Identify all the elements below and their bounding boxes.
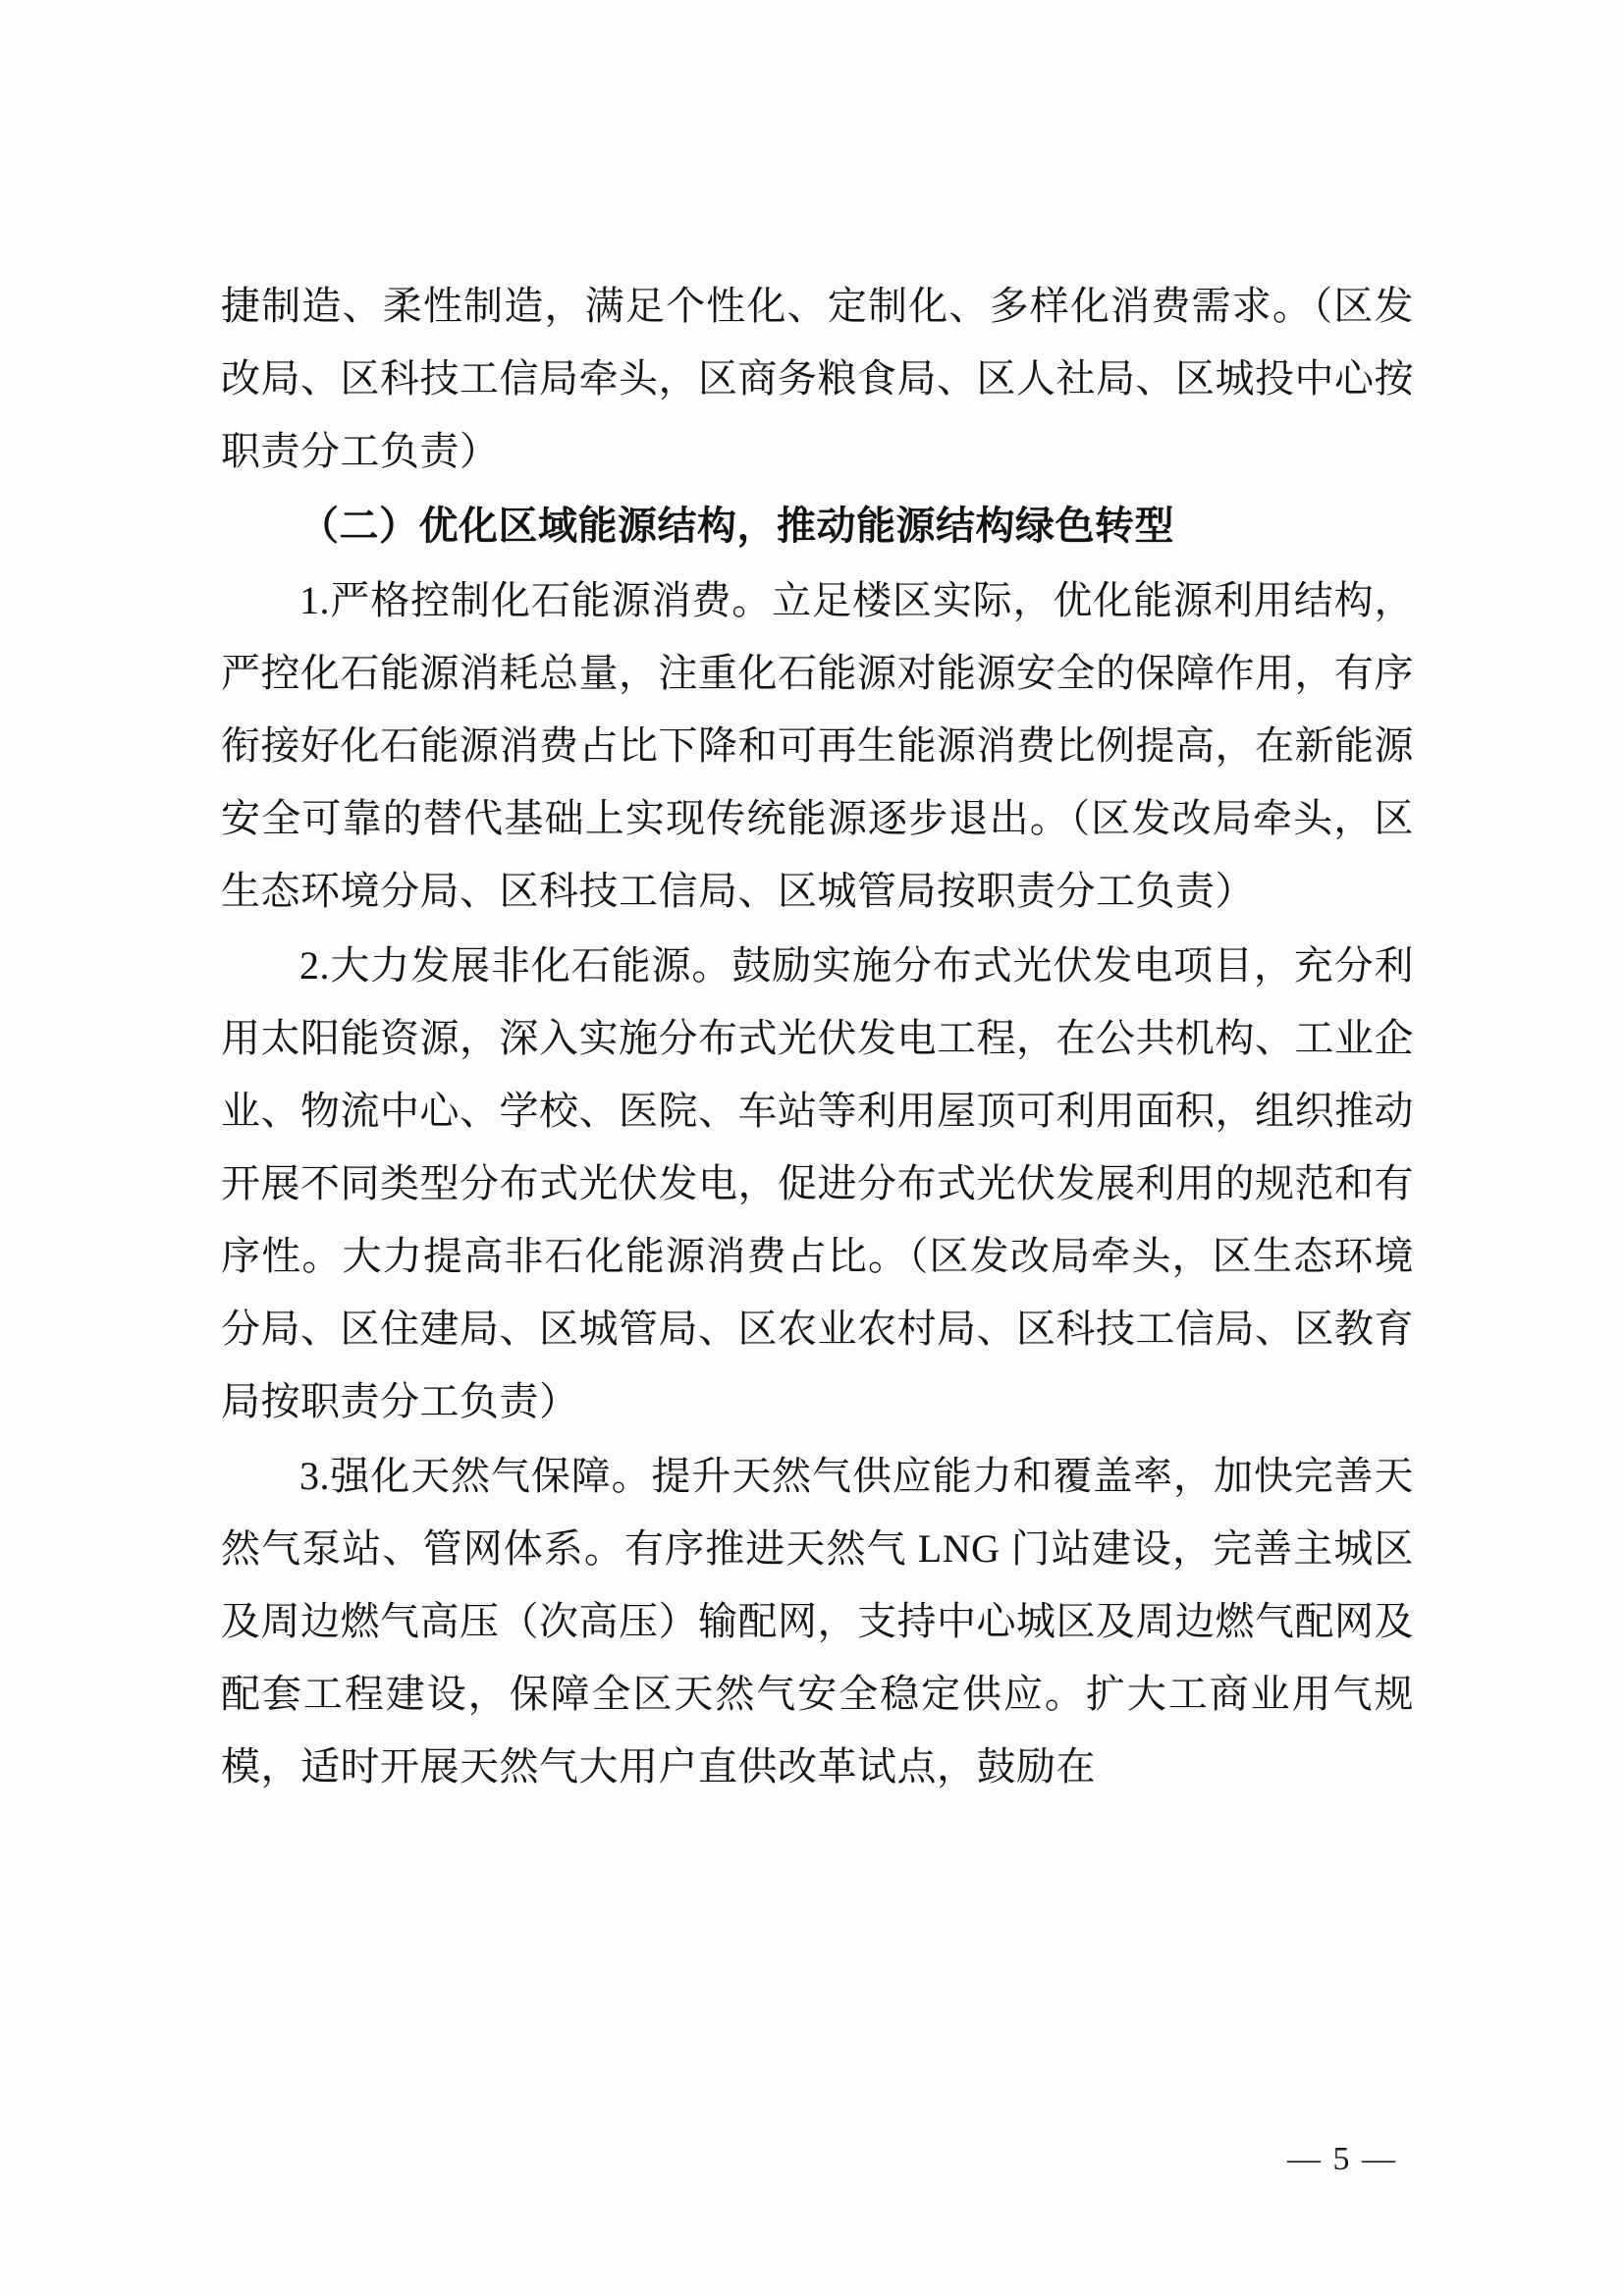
section-heading: （二）优化区域能源结构，推动能源结构绿色转型 [299, 505, 1174, 548]
paragraph-item-3: 3.强化天然气保障。提升天然气供应能力和覆盖率，加快完善天然气泵站、管网体系。有序推进天然气 LNG 门站建设，完善主城区及周边燃气高压（次高压）输配网，支持中心城区及周边燃气配网及配套工程建设，保障全区天然气安全稳定供应。扩大工商业用气规模，适时开展天然气大用户直供改革试点，鼓励在 [221, 1454, 1414, 1789]
page-number: — 5 — [1287, 2141, 1397, 2177]
paragraph-item-1: 1.严格控制化石能源消费。立足楼区实际，优化能源利用结构，严控化石能源消耗总量，注重化石能源对能源安全的保障作用，有序衔接好化石能源消费占比下降和可再生能源消费比例提高，在新能源安全可靠的替代基础上实现传统能源逐步退出。（区发改局牵头，区生态环境分局、区科技工信局、区城管局按职责分工负责） [221, 578, 1414, 913]
paragraph-item-2: 2.大力发展非化石能源。鼓励实施分布式光伏发电项目，充分利用太阳能资源，深入实施分布式光伏发电工程，在公共机构、工业企业、物流中心、学校、医院、车站等利用屋顶可利用面积，组织推动开展不同类型分布式光伏发电，促进分布式光伏发展利用的规范和有序性。大力提高非石化能源消费占比。（区发改局牵头，区生态环境分局、区住建局、区城管局、区农业农村局、区科技工信局、区教育局按职责分工负责） [221, 943, 1414, 1423]
paragraph-continuation: 捷制造、柔性制造，满足个性化、定制化、多样化消费需求。（区发改局、区科技工信局牵头，区商务粮食局、区人社局、区城投中心按职责分工负责） [221, 284, 1414, 473]
page-body [221, 270, 1414, 1805]
